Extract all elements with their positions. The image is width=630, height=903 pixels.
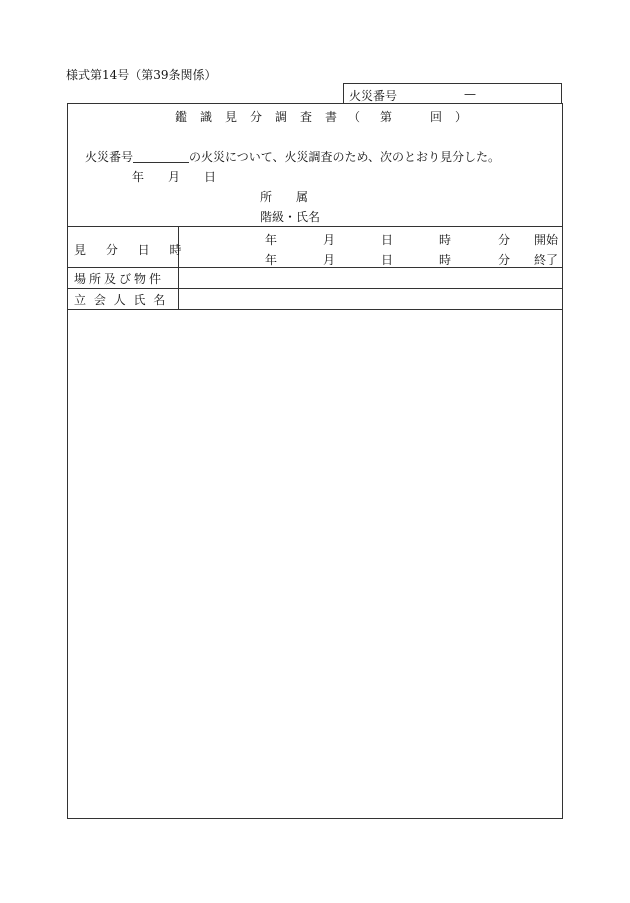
end-minute: 分 bbox=[498, 253, 511, 267]
start-hour: 時 bbox=[439, 233, 452, 247]
title-char-2: 識 bbox=[200, 110, 213, 124]
form-frame bbox=[67, 103, 563, 819]
fire-number-box bbox=[343, 83, 562, 103]
witness-name-label: 立 会 人 氏 名 bbox=[74, 293, 168, 307]
title-char-5: 調 bbox=[275, 110, 288, 124]
affiliation-label-2: 属 bbox=[296, 190, 309, 204]
form-title bbox=[175, 108, 475, 124]
affiliation-label-1: 所 bbox=[260, 190, 273, 204]
inspection-details-area[interactable] bbox=[69, 310, 561, 816]
date-year: 年 bbox=[132, 170, 145, 184]
statement-prefix: 火災番号 bbox=[85, 150, 134, 164]
title-count-open: （ bbox=[348, 110, 361, 124]
location-objects-field[interactable] bbox=[179, 268, 562, 288]
end-hour: 時 bbox=[439, 253, 452, 267]
start-status: 開始 bbox=[534, 233, 559, 247]
statement-text: の火災について、火災調査のため、次のとおり見分した。 bbox=[189, 150, 501, 164]
title-char-7: 書 bbox=[325, 110, 338, 124]
statement bbox=[85, 148, 500, 165]
title-count-suffix: 回 bbox=[430, 110, 443, 124]
start-month: 月 bbox=[323, 233, 336, 247]
start-day: 日 bbox=[381, 233, 394, 247]
start-minute: 分 bbox=[498, 233, 511, 247]
fire-number-separator: — bbox=[464, 87, 476, 101]
inspection-start-row bbox=[178, 231, 562, 247]
end-status: 終了 bbox=[534, 253, 559, 267]
end-day: 日 bbox=[381, 253, 394, 267]
witness-name-field[interactable] bbox=[179, 289, 562, 309]
start-year: 年 bbox=[265, 233, 278, 247]
title-char-1: 鑑 bbox=[175, 110, 188, 124]
rank-name-label: 階級・氏名 bbox=[260, 210, 321, 224]
location-objects-label: 場所及び物件 bbox=[74, 272, 165, 286]
title-count-prefix: 第 bbox=[380, 110, 393, 124]
date-month: 月 bbox=[168, 170, 181, 184]
date-day: 日 bbox=[204, 170, 217, 184]
fire-number-box-label: 火災番号 bbox=[349, 89, 398, 103]
inspection-end-row bbox=[178, 251, 562, 267]
fire-number-blank bbox=[133, 150, 189, 163]
table-top-line bbox=[68, 226, 562, 227]
title-char-6: 査 bbox=[300, 110, 313, 124]
title-char-3: 見 bbox=[225, 110, 238, 124]
date-line bbox=[132, 168, 232, 184]
form-number-label: 様式第14号（第39条関係） bbox=[66, 68, 217, 82]
end-month: 月 bbox=[323, 253, 336, 267]
end-year: 年 bbox=[265, 253, 278, 267]
inspection-datetime-label: 見 分 日 時 bbox=[74, 243, 190, 257]
title-count-close: ） bbox=[455, 110, 468, 124]
title-char-4: 分 bbox=[250, 110, 263, 124]
